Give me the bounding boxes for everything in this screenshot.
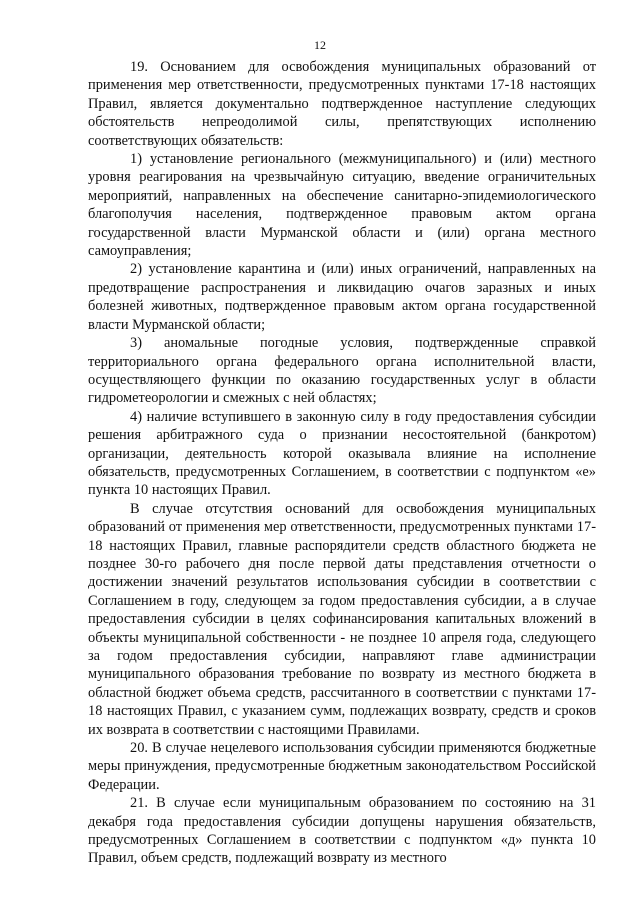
paragraph-19-refund-requirement: В случае отсутствия оснований для освобождения муниципальных образований от применения мер ответственности, предусмотренных пунктами 17-18 настоящих Правил, главные распорядители средств областного бюджета не позднее 30-го рабочего дня после первой даты представления отчетности о достижении значений результатов использования субсидии в соответствии с Соглашением в году, следующем за годом предоставления субсидии, а в случае предоставления субсидии в целях софинансирования капитальных вложений в объекты муниципальной собственности - не позднее 10 апреля года, следующего за годом предоставления субсидии, направляют главе администрации муниципального образования требование по возврату из местного бюджета в областной бюджет объема средств, рассчитанного в соответствии с пунктами 17-18 настоящих Правил, с указанием сумм, подлежащих возврату, средств и сроков их возврата в соответствии с настоящими Правилами. [88, 500, 596, 738]
paragraph-19-item-3: 3) аномальные погодные условия, подтвержденные справкой территориального органа федерального органа исполнительной власти, осуществляющего функции по оказанию государственных услуг в области гидрометеорологии и смежных с ней областях; [88, 335, 596, 407]
paragraph-19-item-2: 2) установление карантина и (или) иных ограничений, направленных на предотвращение распространения и ликвидацию очагов заразных и иных болезней животных, подтвержденное правовым актом органа государственной власти Мурманской области; [88, 261, 596, 333]
page-number: 12 [314, 38, 326, 52]
document-body [88, 58, 596, 868]
paragraph-21: 21. В случае если муниципальным образованием по состоянию на 31 декабря года предоставления субсидии допущены нарушения обязательств, предусмотренных Соглашением в соответствии с подпунктом «д» пункта 10 Правил, объем средств, подлежащий возврату из местного [88, 795, 596, 867]
paragraph-19-item-1: 1) установление регионального (межмуниципального) и (или) местного уровня реагирования на чрезвычайную ситуацию, введение ограничительных мероприятий, направленных на обеспечение санитарно-эпидемиологического благополучия населения, подтвержденное правовым актом органа государственной власти Мурманской области и (или) органа местного самоуправления; [88, 151, 596, 260]
paragraph-20: 20. В случае нецелевого использования субсидии применяются бюджетные меры принуждения, предусмотренные бюджетным законодательством Российской Федерации. [88, 740, 596, 793]
paragraph-19-item-4: 4) наличие вступившего в законную силу в году предоставления субсидии решения арбитражного суда о признании несостоятельной (банкротом) организации, деятельность которой оказывала влияние на исполнение обязательств, предусмотренных Соглашением, в соответствии с подпунктом «е» пункта 10 настоящих Правил. [88, 408, 596, 499]
paragraph-19: 19. Основанием для освобождения муниципальных образований от применения мер ответственности, предусмотренных пунктами 17-18 настоящих Правил, является документально подтвержденное наступление следующих обстоятельств непреодолимой силы, препятствующих исполнению соответствующих обязательств: [88, 59, 596, 149]
